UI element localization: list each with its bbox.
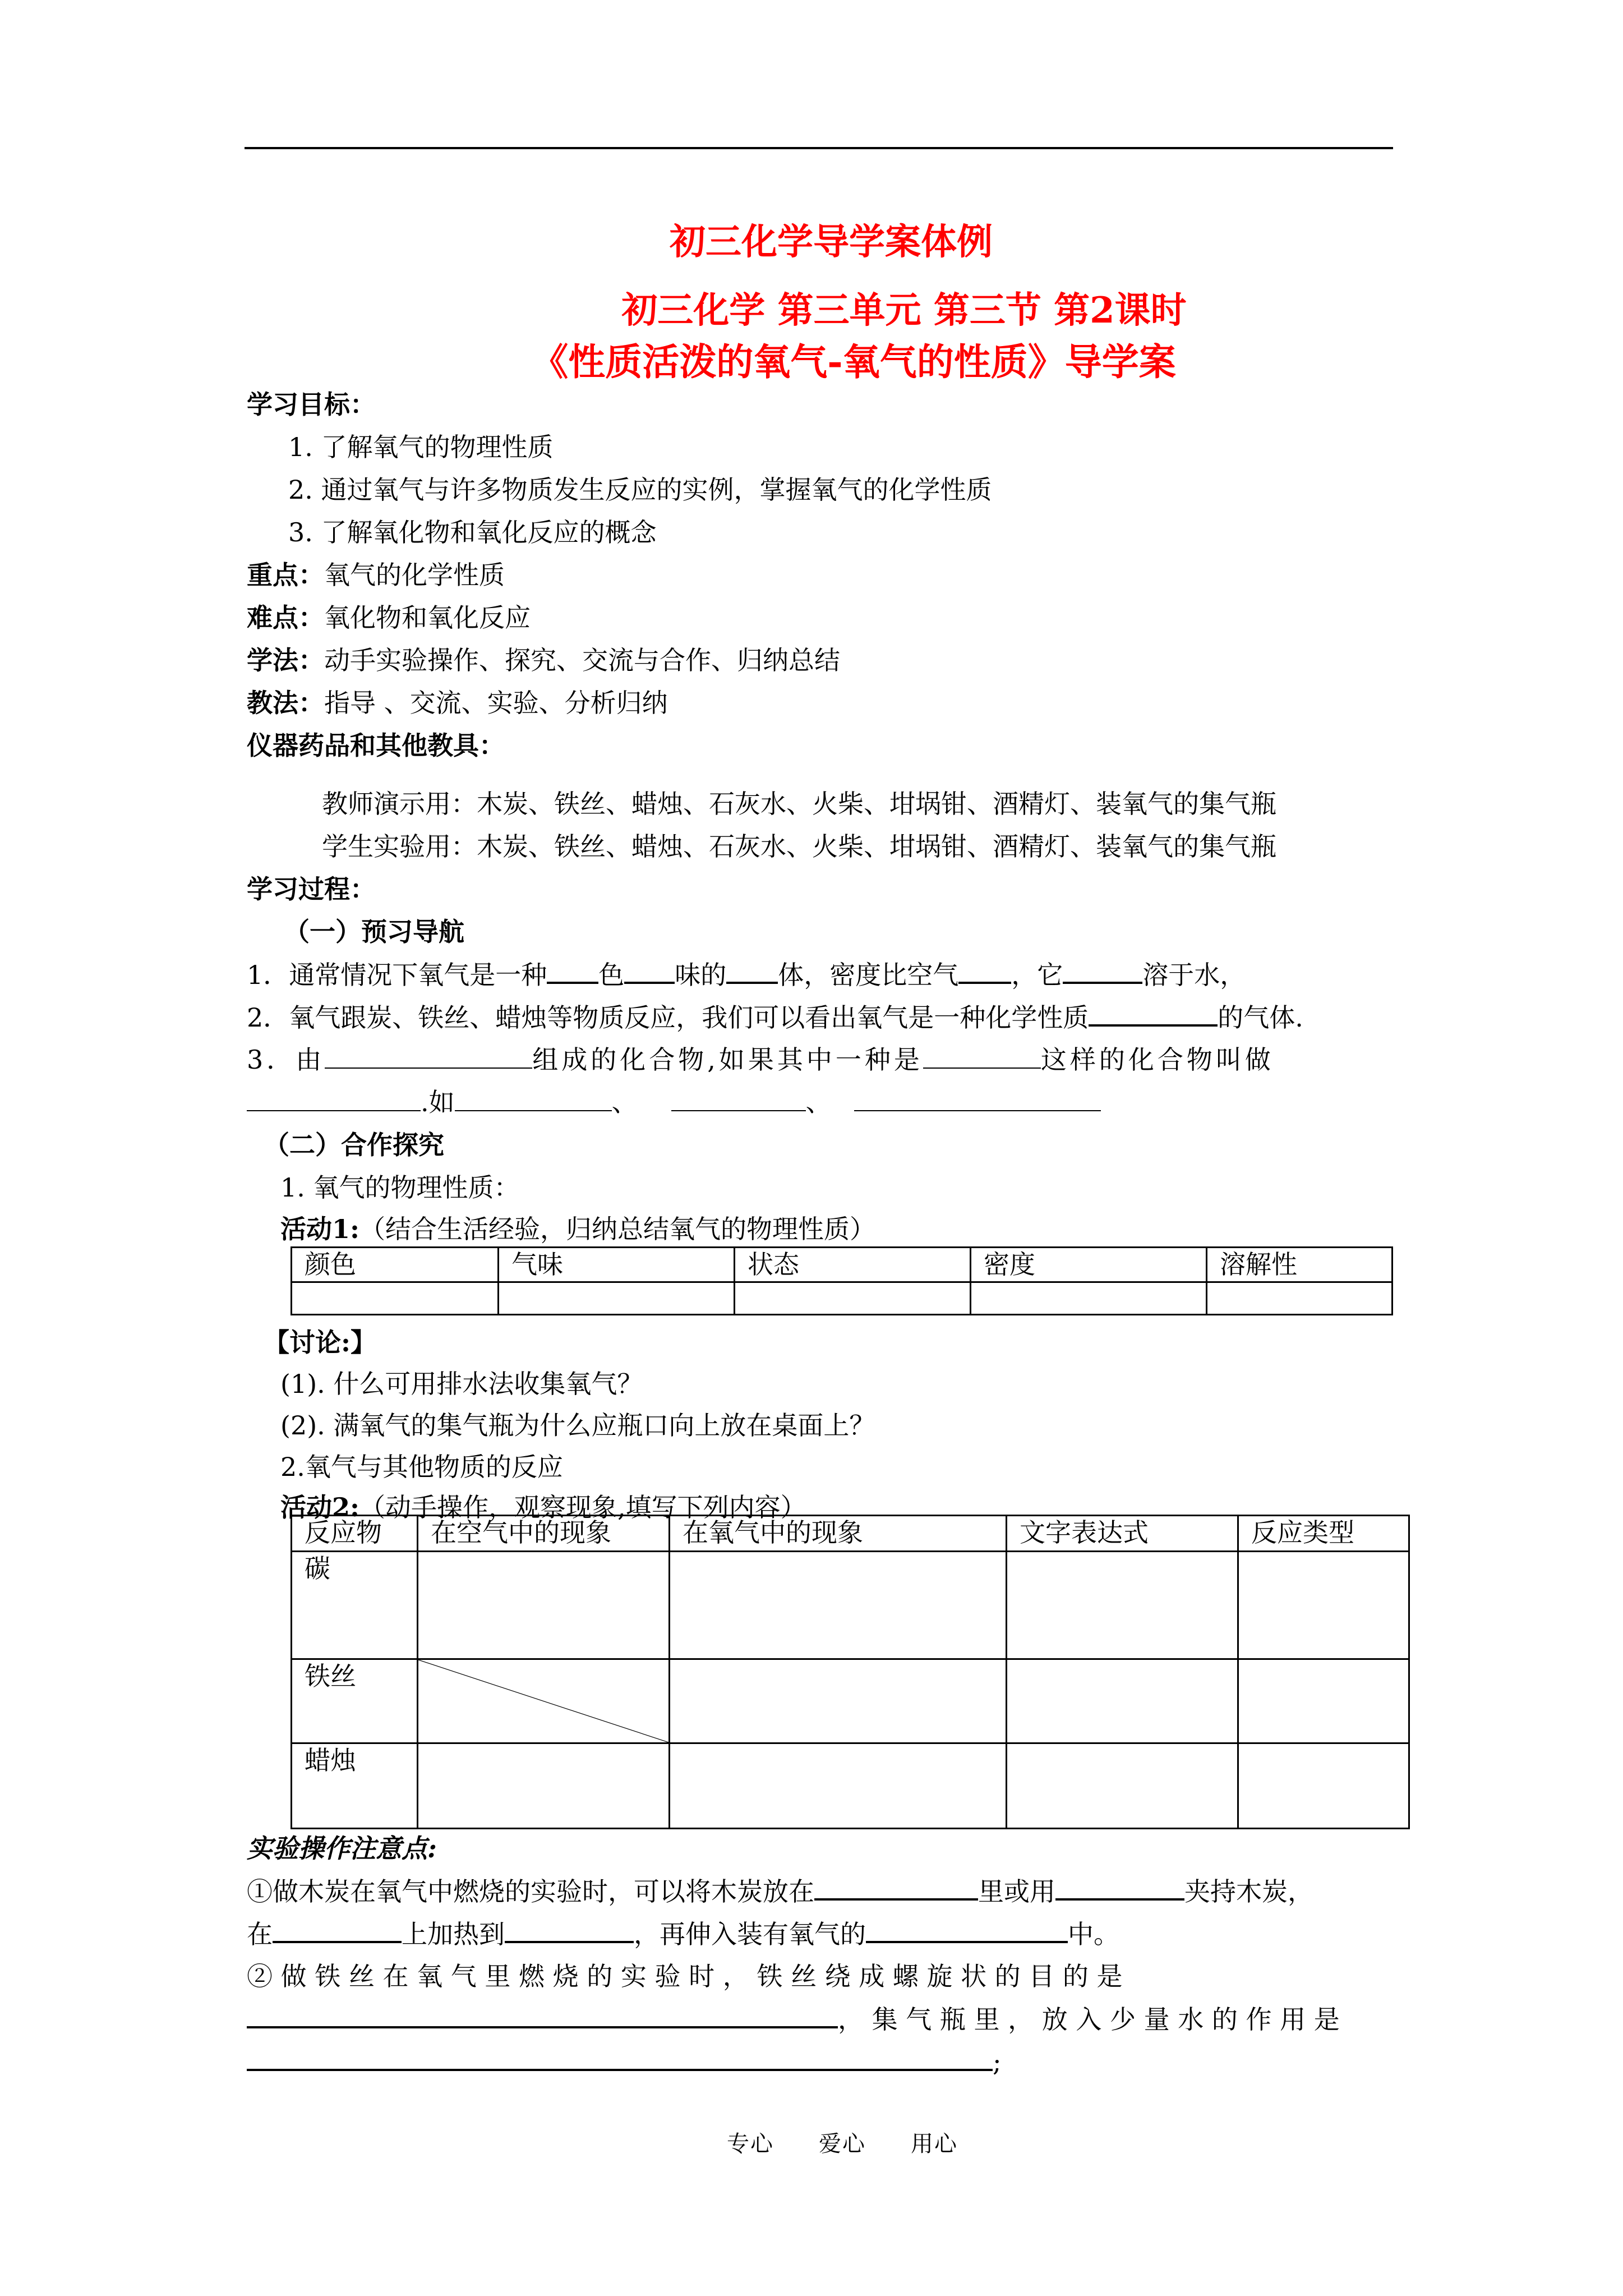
table-header-cell: 密度 <box>971 1248 1207 1282</box>
q1-text: 味的 <box>675 960 727 990</box>
q1-text: 1．通常情况下氧气是一种 <box>247 960 547 990</box>
table-row-label: 碳 <box>292 1552 418 1659</box>
table-header-cell: 溶解性 <box>1207 1248 1393 1282</box>
table-input-cell[interactable] <box>418 1743 670 1829</box>
notes-heading: 实验操作注意点: <box>247 1833 437 1864</box>
blank-field[interactable] <box>866 1916 1068 1943</box>
blank-field[interactable] <box>726 957 778 984</box>
table-header-cell: 气味 <box>499 1248 735 1282</box>
blank-field[interactable] <box>455 1085 612 1111</box>
doc-title: 初三化学导学案体例 <box>670 221 993 263</box>
blank-field[interactable] <box>247 2001 838 2028</box>
note-text: 夹持木炭， <box>1184 1876 1313 1907</box>
preview-question-1 <box>247 957 1246 992</box>
q3-text: 3．由 <box>247 1045 325 1075</box>
objective-item: 2. 通过氧气与许多物质发生反应的实例，掌握氧气的化学性质 <box>288 475 992 505</box>
study-method <box>247 643 840 678</box>
header-rule <box>245 147 1393 149</box>
q2-text: 2．氧气跟炭、铁丝、蜡烛等物质反应，我们可以看出氧气是一种化学性质 <box>247 1002 1089 1033</box>
note-text: 在 <box>247 1919 273 1949</box>
teaching-method <box>247 685 668 720</box>
key-point-label: 重点： <box>247 560 324 590</box>
table-input-cell[interactable] <box>1007 1552 1238 1659</box>
table-input-cell[interactable] <box>971 1282 1207 1315</box>
preview-question-2 <box>247 1000 1303 1035</box>
equipment-student: 学生实验用：木炭、铁丝、蜡烛、石灰水、火柴、坩埚钳、酒精灯、装氧气的集气瓶 <box>322 831 1276 862</box>
blank-field[interactable] <box>1063 957 1142 984</box>
key-point-text: 氧气的化学性质 <box>324 560 505 590</box>
table-input-cell[interactable] <box>735 1282 971 1315</box>
activity-1-label: 活动1: <box>280 1214 359 1244</box>
explore-heading: （二）合作探究 <box>264 1130 444 1160</box>
footer-motto: 爱心 <box>819 2131 866 2157</box>
table-header-cell: 反应类型 <box>1238 1516 1409 1552</box>
note-1-line-a <box>247 1874 1313 1909</box>
q1-text: 色 <box>598 960 625 990</box>
table-header-cell: 反应物 <box>292 1516 418 1552</box>
note-1-line-b <box>247 1916 1119 1952</box>
teaching-method-label: 教法： <box>247 688 324 718</box>
lesson-title: 《性质活泼的氧气-氧气的性质》导学案 <box>531 340 1176 384</box>
footer <box>0 2126 1623 2158</box>
equipment-teacher: 教师演示用：木炭、铁丝、蜡烛、石灰水、火柴、坩埚钳、酒精灯、装氧气的集气瓶 <box>322 789 1276 819</box>
explore-sub-1: 1. 氧气的物理性质： <box>280 1172 520 1203</box>
table-header-cell: 在空气中的现象 <box>418 1516 670 1552</box>
table-header-cell: 状态 <box>735 1248 971 1282</box>
q3b-text: .如 <box>421 1087 455 1117</box>
q1-text: 溶于水， <box>1142 960 1246 990</box>
note-2-line-a: ② 做 铁 丝 在 氧 气 里 燃 烧 的 实 验 时 ， 铁 丝 绕 成 螺 旋 状 的 目 的 是 <box>247 1961 1123 1991</box>
key-point <box>247 558 505 592</box>
table-input-cell[interactable] <box>1238 1552 1409 1659</box>
blank-field[interactable] <box>671 1085 806 1111</box>
preview-question-3-examples <box>247 1085 1101 1120</box>
blank-field[interactable] <box>958 957 1011 984</box>
table-row-label: 蜡烛 <box>292 1743 418 1829</box>
crossed-cell <box>418 1659 670 1743</box>
table-input-cell[interactable] <box>670 1659 1007 1743</box>
preview-question-3 <box>247 1042 1274 1077</box>
footer-motto: 专心 <box>727 2131 774 2157</box>
difficulty-label: 难点： <box>247 602 324 633</box>
difficulty-text: 氧化物和氧化反应 <box>324 602 531 633</box>
blank-field[interactable] <box>814 1874 978 1901</box>
note-2-line-b <box>247 2001 1340 2037</box>
footer-motto: 用心 <box>911 2131 958 2157</box>
objective-item: 1. 了解氧气的物理性质 <box>288 432 554 462</box>
q3-text: 这样的化合物叫做 <box>1040 1045 1274 1075</box>
q3-text: 组成的化合物,如果其中一种是 <box>532 1045 923 1075</box>
blank-field[interactable] <box>854 1085 1101 1111</box>
study-method-text: 动手实验操作、探究、交流与合作、归纳总结 <box>324 645 840 675</box>
note-text: 上加热到 <box>402 1919 505 1949</box>
note-text: ①做木炭在氧气中燃烧的实验时，可以将木炭放在 <box>247 1876 814 1907</box>
equipment-heading: 仪器药品和其他教具： <box>247 730 505 761</box>
blank-field[interactable] <box>247 2044 993 2071</box>
blank-field[interactable] <box>1089 1000 1218 1027</box>
q1-text: 体，密度比空气 <box>778 960 959 990</box>
blank-field[interactable] <box>505 1916 634 1943</box>
table-input-cell[interactable] <box>499 1282 735 1315</box>
study-method-label: 学法： <box>247 645 324 675</box>
lesson-subtitle: 初三化学 第三单元 第三节 第2课时 <box>621 289 1187 332</box>
blank-field[interactable] <box>273 1916 402 1943</box>
explore-sub-2: 2.氧气与其他物质的反应 <box>280 1452 563 1482</box>
table-header-cell: 颜色 <box>292 1248 499 1282</box>
note-text: 里或用 <box>978 1876 1055 1907</box>
note-text: ; <box>993 2047 1002 2077</box>
q3b-text: 、 <box>611 1087 638 1117</box>
activity-2-text: （动手操作，观察现象,填写下列内容） <box>359 1492 806 1522</box>
difficulty <box>247 600 531 635</box>
reactions-table <box>291 1515 1410 1829</box>
note-2-line-c <box>247 2044 1002 2079</box>
blank-field[interactable] <box>547 957 598 984</box>
blank-field[interactable] <box>325 1043 532 1069</box>
discussion-heading: 【讨论:】 <box>264 1327 376 1358</box>
table-row-label: 铁丝 <box>292 1659 418 1743</box>
note-text: 中。 <box>1068 1919 1119 1949</box>
blank-field[interactable] <box>1055 1874 1184 1901</box>
table-input-cell[interactable] <box>670 1743 1007 1829</box>
q3b-text: 、 <box>805 1087 832 1117</box>
table-input-cell[interactable] <box>292 1282 499 1315</box>
note-text: ， 集 气 瓶 里 ， 放 入 少 量 水 的 作 用 是 <box>838 2004 1340 2035</box>
table-input-cell[interactable] <box>418 1552 670 1659</box>
table-header-cell: 文字表达式 <box>1007 1516 1238 1552</box>
table-input-cell[interactable] <box>1238 1743 1409 1829</box>
activity-1-text: （结合生活经验，归纳总结氧气的物理性质） <box>359 1214 875 1244</box>
note-text: ，再伸入装有氧气的 <box>634 1919 866 1949</box>
teaching-method-text: 指导 、交流、实验、分析归纳 <box>324 688 668 718</box>
objective-item: 3. 了解氧化物和氧化反应的概念 <box>288 517 657 547</box>
q2-text: 的气体. <box>1218 1002 1303 1033</box>
diagonal-strike <box>418 1660 668 1742</box>
table-header-cell: 在氧气中的现象 <box>670 1516 1007 1552</box>
preview-heading: （一）预习导航 <box>284 917 464 947</box>
table-input-cell[interactable] <box>1238 1659 1409 1743</box>
blank-field[interactable] <box>923 1043 1041 1069</box>
table-input-cell[interactable] <box>670 1552 1007 1659</box>
activity-1 <box>280 1212 875 1246</box>
blank-field[interactable] <box>247 1085 421 1111</box>
discussion-question: (2). 满氧气的集气瓶为什么应瓶口向上放在桌面上？ <box>280 1410 875 1441</box>
table-input-cell[interactable] <box>1207 1282 1393 1315</box>
physical-properties-table <box>291 1246 1393 1315</box>
table-input-cell[interactable] <box>1007 1743 1238 1829</box>
activity-2-label: 活动2: <box>280 1492 359 1522</box>
discussion-question: (1). 什么可用排水法收集氧气？ <box>280 1369 643 1399</box>
objectives-heading: 学习目标： <box>247 389 376 420</box>
q1-text: ，它 <box>1011 960 1063 990</box>
blank-field[interactable] <box>624 957 675 984</box>
process-heading: 学习过程： <box>247 874 376 904</box>
table-input-cell[interactable] <box>1007 1659 1238 1743</box>
